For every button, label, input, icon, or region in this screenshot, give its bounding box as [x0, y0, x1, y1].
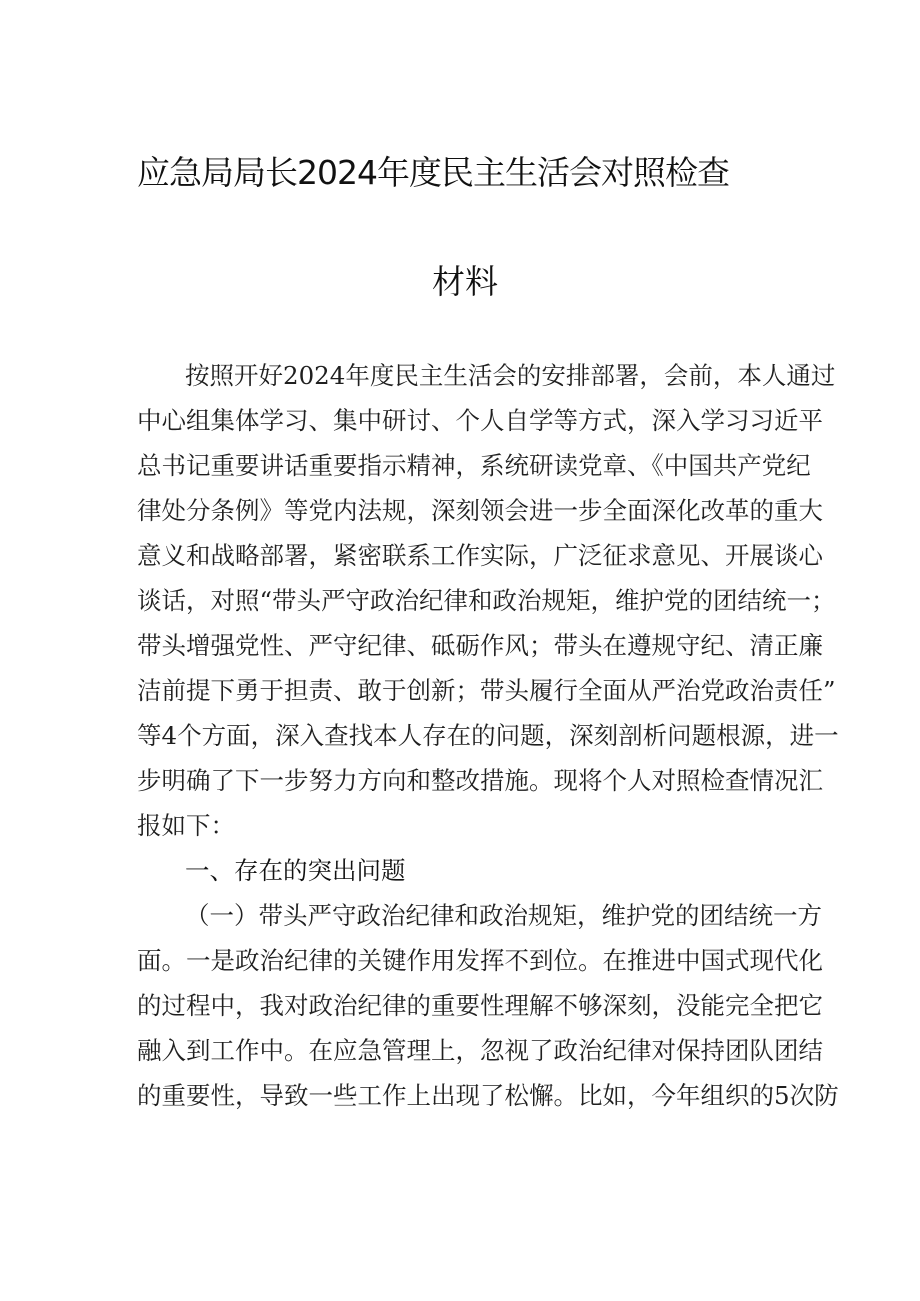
intro-line: 总书记重要讲话重要指示精神，系统研读党章、《中国共产党纪 — [137, 451, 811, 480]
document-title-line-1: 应急局局长2024年度民主生活会对照检查 — [137, 153, 729, 192]
section-heading: 一、存在的突出问题 — [185, 856, 406, 885]
section-line: 面。一是政治纪律的关键作用发挥不到位。在推进中国式现代化 — [137, 946, 823, 975]
section-line: 的过程中，我对政治纪律的重要性理解不够深刻，没能完全把它 — [137, 991, 823, 1020]
intro-line: 谈话，对照“带头严守政治纪律和政治规矩，维护党的团结统一； — [137, 586, 836, 615]
intro-line: 按照开好2024年度民主生活会的安排部署，会前，本人通过 — [185, 361, 836, 390]
intro-line: 意义和战略部署，紧密联系工作实际，广泛征求意见、开展谈心 — [137, 541, 823, 570]
intro-line: 洁前提下勇于担责、敢于创新；带头履行全面从严治党政治责任” — [137, 676, 836, 705]
intro-line: 步明确了下一步努力方向和整改措施。现将个人对照检查情况汇 — [137, 766, 823, 795]
intro-line: 中心组集体学习、集中研讨、个人自学等方式，深入学习习近平 — [137, 406, 823, 435]
intro-line: 等4个方面，深入查找本人存在的问题，深刻剖析问题根源，进一 — [137, 721, 839, 750]
intro-line: 带头增强党性、严守纪律、砥砺作风；带头在遵规守纪、清正廉 — [137, 631, 823, 660]
section-line: 融入到工作中。在应急管理上，忽视了政治纪律对保持团队团结 — [137, 1036, 823, 1065]
section-line: 的重要性，导致一些工作上出现了松懈。比如，今年组织的5次防 — [137, 1081, 839, 1110]
intro-line: 律处分条例》等党内法规，深刻领会进一步全面深化改革的重大 — [137, 496, 823, 525]
intro-line: 报如下： — [137, 811, 235, 840]
document-title-line-2: 材料 — [432, 262, 498, 301]
section-line: （一）带头严守政治纪律和政治规矩，维护党的团结统一方 — [185, 901, 822, 930]
